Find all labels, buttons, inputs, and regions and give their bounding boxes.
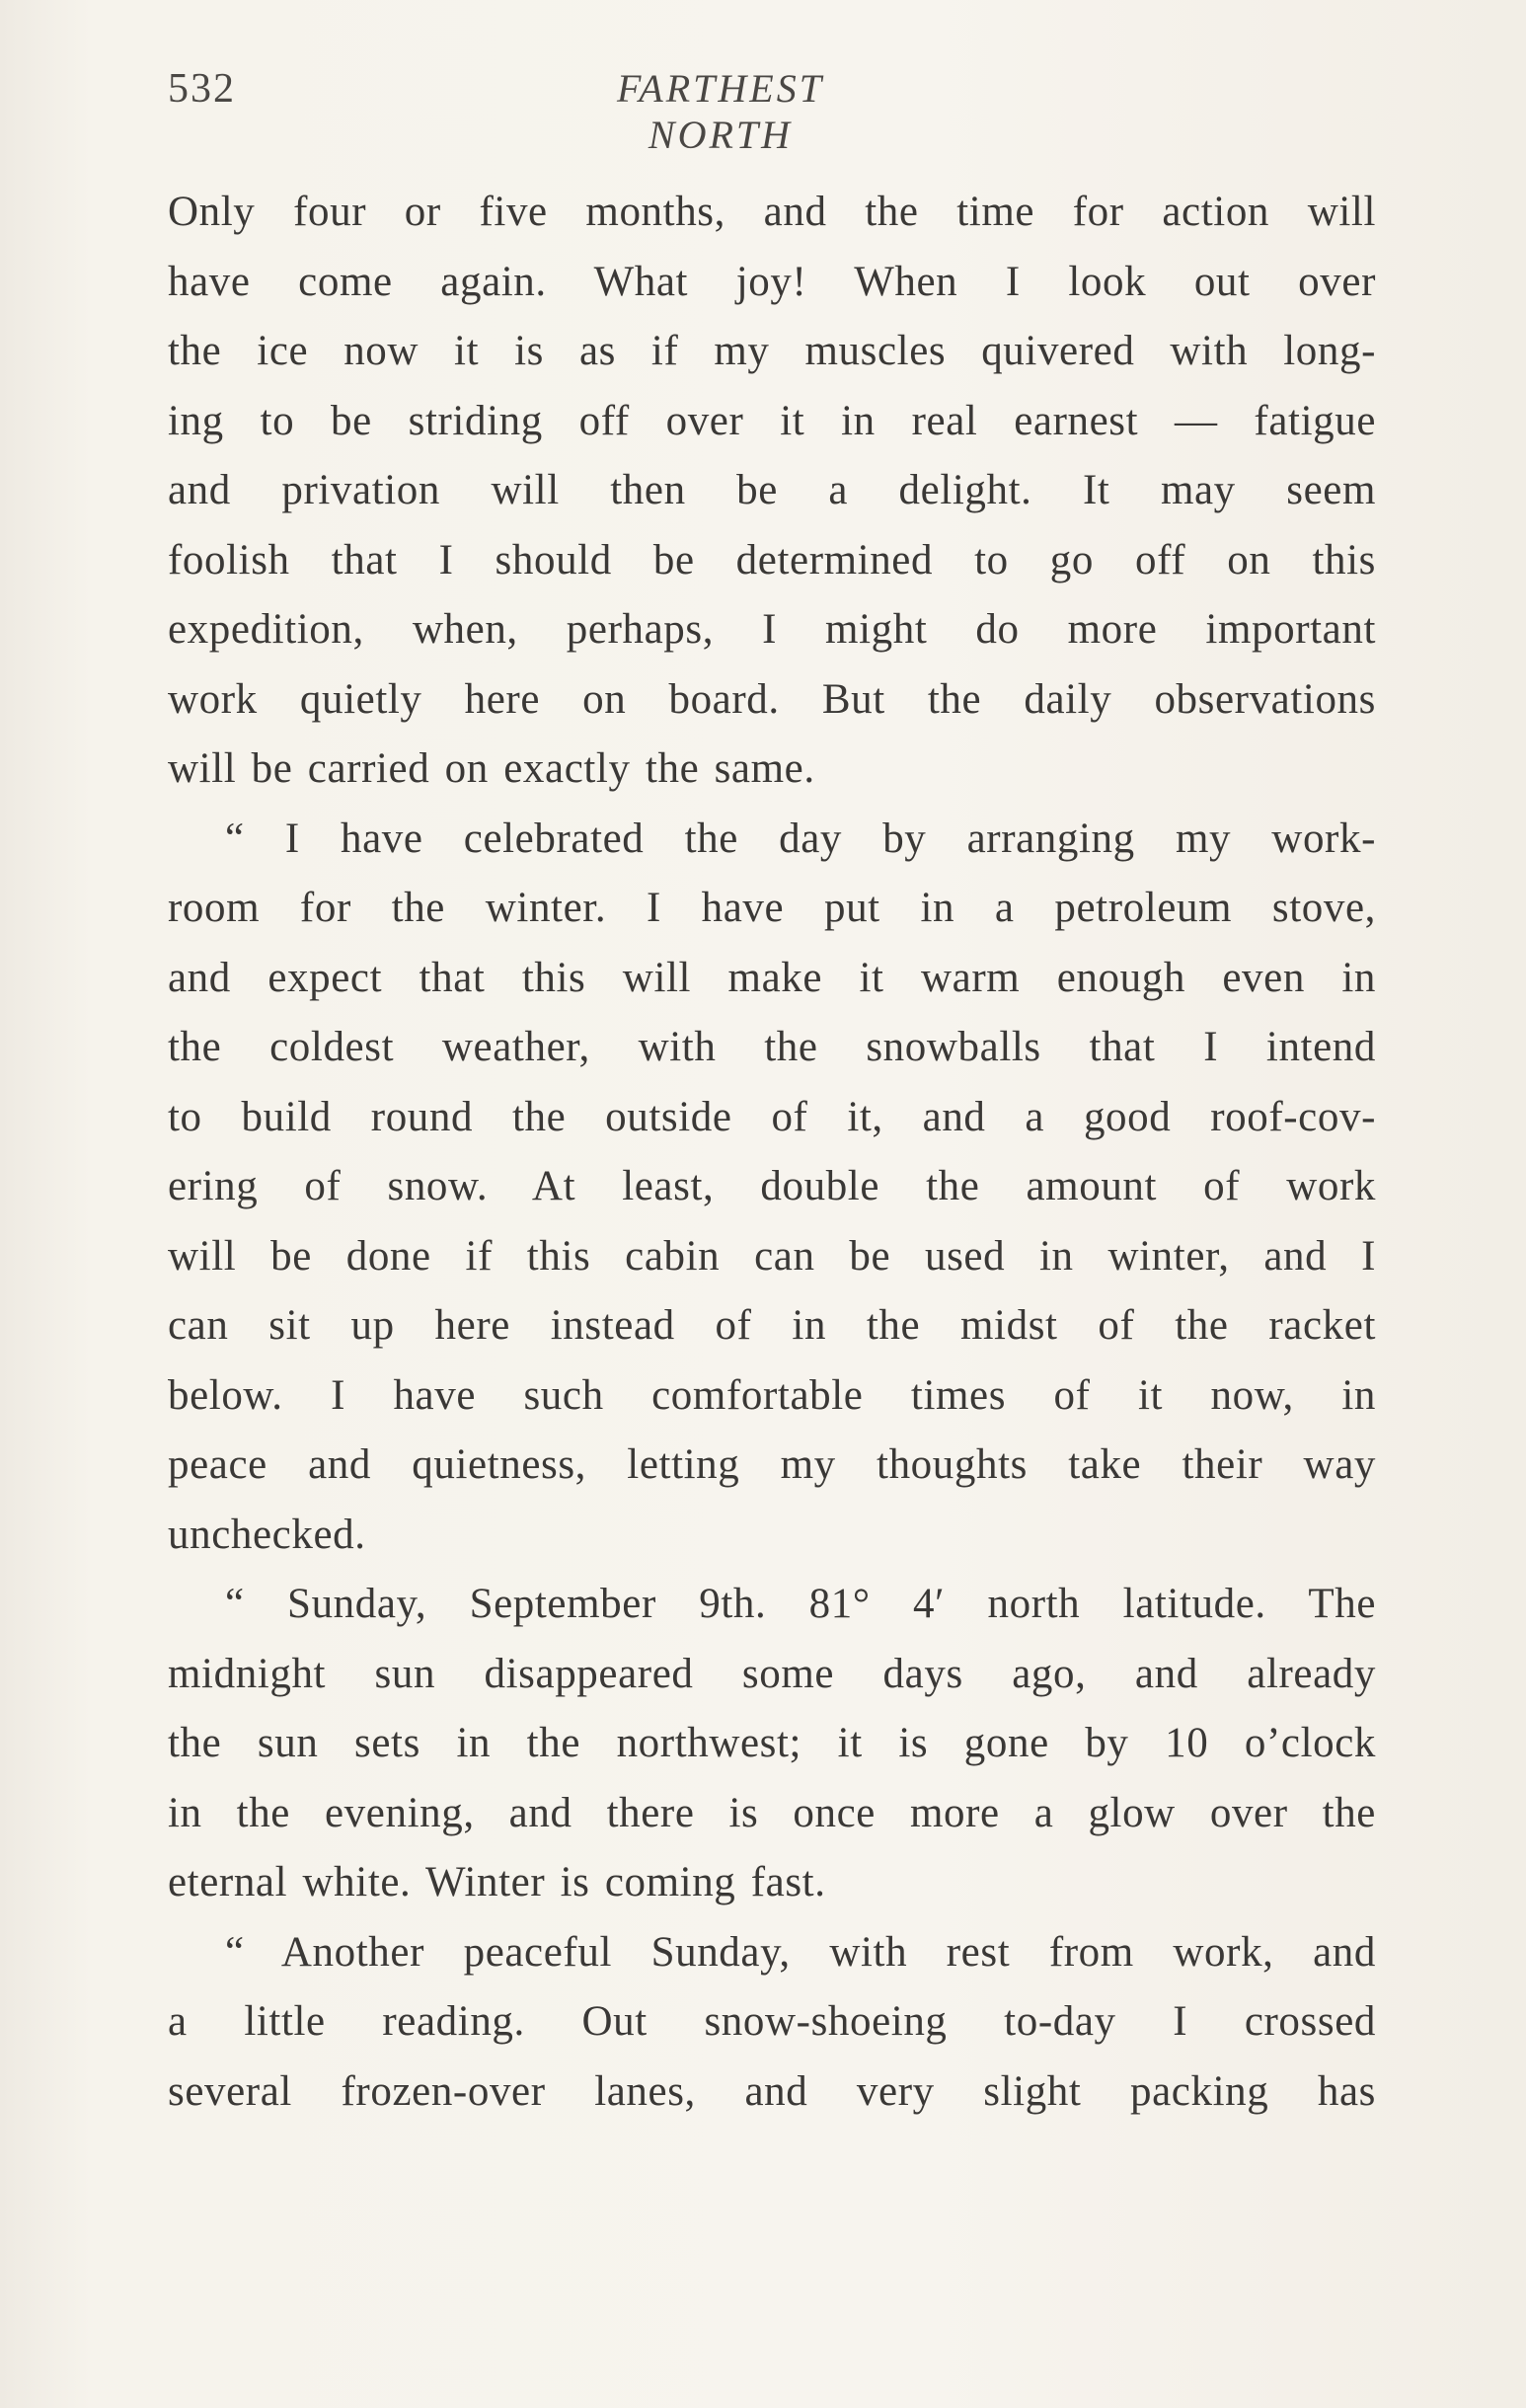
text-line: and expect that this will make it warm enough even in [168,954,1376,1001]
text-line: a little reading. Out snow-shoeing to-day I crossed [168,1998,1376,2045]
text-line: to build round the outside of it, and a good roof-cov- [168,1093,1376,1140]
text-line: “ Sunday, September 9th. 81° 4′ north latitude. The [225,1581,1376,1627]
text-line: foolish that I should be determined to go off on this [168,536,1376,583]
text-line: can sit up here instead of in the midst of the racket [168,1302,1376,1349]
text-line: work quietly here on board. But the daily observations [168,675,1376,723]
text-line: will be done if this cabin can be used in winter, and I [168,1232,1376,1280]
body-text [168,178,1376,2127]
text-line: below. I have such comfortable times of it now, in [168,1371,1376,1419]
text-line: have come again. What joy! When I look out over [168,258,1376,305]
page-header [168,65,1392,157]
text-line: several frozen-over lanes, and very slight packing has [168,2067,1376,2115]
paragraph-3 [168,1570,1376,1918]
paragraph-4 [168,1918,1376,2128]
text-line: “ Another peaceful Sunday, with rest from work, and [225,1928,1376,1976]
text-line: unchecked. [168,1511,366,1558]
text-line: the ice now it is as if my muscles quivered with long- [168,328,1376,374]
text-line: expedition, when, perhaps, I might do more important [168,606,1376,653]
page-number: 532 [168,66,236,112]
text-line: midnight sun disappeared some days ago, and already [168,1650,1376,1697]
text-line: ering of snow. At least, double the amount of work [168,1163,1376,1209]
text-line: will be carried on exactly the same. [168,745,815,792]
text-line: the coldest weather, with the snowballs that I intend [168,1024,1376,1070]
paragraph-2 [168,805,1376,1571]
text-line: ing to be striding off over it in real earnest — fatigue [168,397,1376,444]
paragraph-1 [168,178,1376,805]
text-line: room for the winter. I have put in a petroleum stove, [168,885,1376,931]
text-line: eternal white. Winter is coming fast. [168,1859,826,1905]
text-line: Only four or five months, and the time for action will [168,189,1376,235]
text-line: “ I have celebrated the day by arranging my work- [225,815,1376,862]
text-line: the sun sets in the northwest; it is gone by 10 o’clock [168,1720,1376,1766]
running-title: FARTHEST NORTH [617,66,824,157]
text-line: and privation will then be a delight. It may seem [168,467,1376,513]
text-line: in the evening, and there is once more a glow over the [168,1789,1376,1836]
text-line: peace and quietness, letting my thoughts take their way [168,1441,1376,1488]
